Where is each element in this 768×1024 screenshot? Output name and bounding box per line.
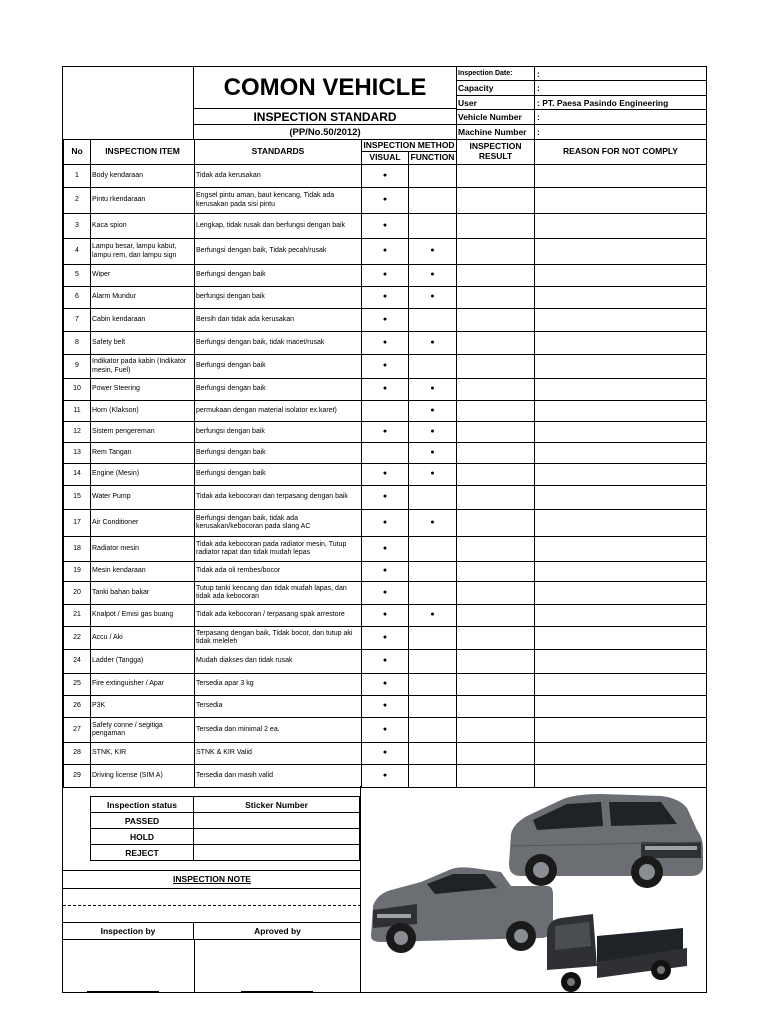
inspection-item: Body kendaraan	[91, 165, 195, 188]
inspection-table	[63, 139, 707, 788]
table-row	[64, 510, 707, 537]
table-row	[64, 265, 707, 287]
row-number: 20	[64, 582, 91, 605]
user-row	[457, 96, 707, 110]
sticker-field-passed[interactable]	[194, 813, 360, 829]
inspection-item: Horn (Klakson)	[91, 401, 195, 422]
inspection-result-cell[interactable]	[457, 443, 535, 464]
table-row	[64, 486, 707, 510]
status-hold[interactable]: HOLD	[91, 829, 194, 845]
function-mark[interactable]	[409, 696, 457, 718]
status-header: Inspection status	[91, 797, 194, 813]
inspection-result-cell[interactable]	[457, 627, 535, 650]
standard: Tidak ada kerusakan	[195, 165, 362, 188]
standard: STNK & KIR Valid	[195, 743, 362, 765]
function-mark[interactable]	[409, 537, 457, 562]
inspection-item: Air Conditioner	[91, 510, 195, 537]
inspection-result-cell[interactable]	[457, 765, 535, 788]
row-number: 12	[64, 422, 91, 443]
row-number: 6	[64, 287, 91, 309]
inspection-item: Indikator pada kabin (Indikator mesin, Fuel)	[91, 355, 195, 379]
visual-mark[interactable]: ●	[362, 165, 409, 188]
function-mark[interactable]	[409, 486, 457, 510]
inspection-result-cell[interactable]	[457, 696, 535, 718]
inspection-item: Engine (Mesin)	[91, 464, 195, 486]
table-row	[64, 627, 707, 650]
visual-mark[interactable]: ●	[362, 265, 409, 287]
reason-cell[interactable]	[535, 443, 707, 464]
visual-mark[interactable]: ●	[362, 287, 409, 309]
reason-cell[interactable]	[535, 605, 707, 627]
inspection-rows	[64, 165, 707, 788]
table-row	[64, 355, 707, 379]
visual-mark[interactable]: ●	[362, 464, 409, 486]
inspection-result-cell[interactable]	[457, 510, 535, 537]
function-mark[interactable]	[409, 309, 457, 332]
standard: Lengkap, tidak rusak dan berfungsi dengan baik	[195, 214, 362, 239]
table-row	[64, 401, 707, 422]
row-number: 25	[64, 674, 91, 696]
row-number: 21	[64, 605, 91, 627]
function-mark[interactable]	[409, 188, 457, 214]
vehicle-number-field[interactable]: :	[537, 112, 540, 122]
sticker-header: Sticker Number	[194, 797, 360, 813]
inspection-result-cell[interactable]	[457, 743, 535, 765]
function-mark[interactable]: ●	[409, 379, 457, 401]
row-number: 4	[64, 239, 91, 265]
inspection-result-cell[interactable]	[457, 650, 535, 674]
vehicle-number-row	[457, 110, 707, 125]
table-row	[64, 743, 707, 765]
inspection-item: Pintu rkendaraan	[91, 188, 195, 214]
inspection-item: Sistem pengereman	[91, 422, 195, 443]
table-row	[64, 214, 707, 239]
standard: Engsel pintu aman, baut kencang, Tidak ada kerusakan pada sisi pintu	[195, 188, 362, 214]
table-row	[64, 562, 707, 582]
table-row	[64, 309, 707, 332]
machine-number-row	[457, 125, 707, 139]
reason-cell[interactable]	[535, 355, 707, 379]
standard: Tidak ada kebocoran dan terpasang dengan baik	[195, 486, 362, 510]
col-reason: REASON FOR NOT COMPLY	[535, 140, 707, 165]
function-mark[interactable]: ●	[409, 605, 457, 627]
function-mark[interactable]	[409, 165, 457, 188]
standard: Berfungsi dengan baik	[195, 379, 362, 401]
inspection-date-row	[457, 67, 707, 81]
reason-cell[interactable]	[535, 287, 707, 309]
machine-number-field[interactable]: :	[537, 127, 540, 137]
inspection-result-cell[interactable]	[457, 214, 535, 239]
reason-cell[interactable]	[535, 650, 707, 674]
table-row	[64, 765, 707, 788]
inspection-item: Fire extinguisher / Apar	[91, 674, 195, 696]
reason-cell[interactable]	[535, 165, 707, 188]
row-number: 15	[64, 486, 91, 510]
function-mark[interactable]	[409, 214, 457, 239]
row-number: 29	[64, 765, 91, 788]
standard: Tidak ada oli rembes/bocor	[195, 562, 362, 582]
reason-cell[interactable]	[535, 765, 707, 788]
table-row	[64, 650, 707, 674]
reason-cell[interactable]	[535, 510, 707, 537]
inspection-result-cell[interactable]	[457, 605, 535, 627]
function-mark[interactable]	[409, 650, 457, 674]
function-mark[interactable]	[409, 582, 457, 605]
machine-number-label: Machine Number	[457, 125, 535, 139]
form-title: COMON VEHICLE	[223, 73, 427, 101]
row-number: 8	[64, 332, 91, 355]
inspection-item: Accu / Aki	[91, 627, 195, 650]
reason-cell[interactable]	[535, 332, 707, 355]
standard: Berfungsi dengan baik, Tidak pecah/rusak	[195, 239, 362, 265]
inspector-signature-line[interactable]	[87, 991, 159, 992]
standard: Tersedia apar 3 kg	[195, 674, 362, 696]
inspection-item: Safety conne / segitiga pengaman	[91, 718, 195, 743]
inspection-date-field[interactable]: :	[537, 68, 540, 79]
inspection-result-cell[interactable]	[457, 674, 535, 696]
row-number: 10	[64, 379, 91, 401]
inspection-item: Power Steering	[91, 379, 195, 401]
inspected-by-label: Inspection by	[63, 922, 194, 939]
standard: permukaan dengan material isolator ex.karet)	[195, 401, 362, 422]
inspection-item: Radiator mesin	[91, 537, 195, 562]
function-mark[interactable]: ●	[409, 443, 457, 464]
inspection-result-cell[interactable]	[457, 165, 535, 188]
capacity-field[interactable]: :	[537, 83, 540, 93]
standard: Berfungsi dengan baik	[195, 464, 362, 486]
function-mark[interactable]	[409, 765, 457, 788]
table-row	[64, 188, 707, 214]
standard: Tersedia	[195, 696, 362, 718]
visual-mark[interactable]: ●	[362, 582, 409, 605]
status-reject[interactable]: REJECT	[91, 845, 194, 861]
row-number: 26	[64, 696, 91, 718]
function-mark[interactable]: ●	[409, 422, 457, 443]
standard: berfungsi dengan baik	[195, 422, 362, 443]
regulation-reference: (PP/No.50/2012)	[194, 124, 456, 139]
row-number: 18	[64, 537, 91, 562]
table-row	[64, 332, 707, 355]
function-mark[interactable]	[409, 718, 457, 743]
reason-cell[interactable]	[535, 401, 707, 422]
reason-cell[interactable]	[535, 537, 707, 562]
pickup-truck-icon	[371, 867, 553, 953]
reason-cell[interactable]	[535, 696, 707, 718]
vehicle-info-block	[456, 67, 706, 139]
inspection-form	[62, 66, 707, 993]
row-number: 13	[64, 443, 91, 464]
visual-mark[interactable]: ●	[362, 743, 409, 765]
reason-cell[interactable]	[535, 188, 707, 214]
visual-mark[interactable]	[362, 401, 409, 422]
reason-cell[interactable]	[535, 422, 707, 443]
col-function: FUNCTION	[409, 152, 457, 165]
inspection-item: Knalpot / Emisi gas buang	[91, 605, 195, 627]
standard: Tidak ada kebocoran / terpasang spak arrestore	[195, 605, 362, 627]
user-field[interactable]: : PT. Paesa Pasindo Engineering	[537, 97, 669, 108]
status-passed[interactable]: PASSED	[91, 813, 194, 829]
inspection-result-cell[interactable]	[457, 188, 535, 214]
row-number: 28	[64, 743, 91, 765]
table-row	[64, 422, 707, 443]
inspection-result-cell[interactable]	[457, 486, 535, 510]
reason-cell[interactable]	[535, 464, 707, 486]
standard: Berfungsi dengan baik	[195, 265, 362, 287]
visual-mark[interactable]: ●	[362, 718, 409, 743]
table-row	[64, 379, 707, 401]
table-row	[64, 464, 707, 486]
visual-mark[interactable]: ●	[362, 765, 409, 788]
visual-mark[interactable]: ●	[362, 605, 409, 627]
function-mark[interactable]: ●	[409, 464, 457, 486]
function-mark[interactable]	[409, 743, 457, 765]
function-mark[interactable]	[409, 355, 457, 379]
inspection-item: Driving license (SIM A)	[91, 765, 195, 788]
reason-cell[interactable]	[535, 486, 707, 510]
inspection-result-cell[interactable]	[457, 422, 535, 443]
inspection-result-cell[interactable]	[457, 464, 535, 486]
col-inspection-method: INSPECTION METHOD	[363, 139, 455, 150]
signature-header	[63, 922, 361, 939]
inspection-item: Rem Tangan	[91, 443, 195, 464]
row-number: 22	[64, 627, 91, 650]
inspection-result-cell[interactable]	[457, 537, 535, 562]
form-footer	[63, 786, 706, 993]
approved-by-label: Aproved by	[254, 925, 301, 936]
table-row	[64, 239, 707, 265]
col-inspection-result: INSPECTION RESULT	[457, 140, 535, 165]
visual-mark[interactable]	[362, 443, 409, 464]
function-mark[interactable]: ●	[409, 287, 457, 309]
table-row	[64, 605, 707, 627]
row-number: 1	[64, 165, 91, 188]
inspection-result-cell[interactable]	[457, 379, 535, 401]
inspection-item: Mesin kendaraan	[91, 562, 195, 582]
standard: Tersedia dan masih valid	[195, 765, 362, 788]
standard: Berfungsi dengan baik	[195, 443, 362, 464]
visual-mark[interactable]: ●	[362, 510, 409, 537]
table-row	[64, 165, 707, 188]
divider	[63, 870, 361, 871]
inspection-item: Wiper	[91, 265, 195, 287]
visual-mark[interactable]: ●	[362, 486, 409, 510]
standard: Mudah diakses dan tidak rusak	[195, 650, 362, 674]
function-mark[interactable]: ●	[409, 239, 457, 265]
reason-cell[interactable]	[535, 265, 707, 287]
standard: Berfungsi dengan baik, tidak ada kerusakan/kebocoran pada slang AC	[195, 510, 362, 537]
visual-mark[interactable]: ●	[362, 422, 409, 443]
note-line[interactable]	[63, 905, 361, 906]
inspection-result-cell[interactable]	[457, 582, 535, 605]
capacity-label: Capacity	[457, 81, 535, 95]
table-row	[64, 718, 707, 743]
visual-mark[interactable]: ●	[362, 696, 409, 718]
inspection-result-cell[interactable]	[457, 401, 535, 422]
inspection-note-title: INSPECTION NOTE	[173, 874, 251, 884]
vehicle-number-label: Vehicle Number	[457, 110, 535, 124]
col-visual: VISUAL	[362, 152, 409, 165]
footer-left	[63, 786, 361, 993]
inspection-date-label: Inspection Date:	[457, 67, 535, 80]
sticker-field-hold[interactable]	[194, 829, 360, 845]
reason-cell[interactable]	[535, 239, 707, 265]
inspection-item: Kaca spion	[91, 214, 195, 239]
inspection-result-cell[interactable]	[457, 332, 535, 355]
visual-mark[interactable]: ●	[362, 674, 409, 696]
inspection-item: Lampu besar, lampu kabut, lampu rem, dan lampu sign	[91, 239, 195, 265]
visual-mark[interactable]: ●	[362, 379, 409, 401]
reason-cell[interactable]	[535, 309, 707, 332]
standard: Tidak ada kebocoran pada radiator mesin, Tutup radiator rapat dan tidak mudah lepas	[195, 537, 362, 562]
inspection-result-cell[interactable]	[457, 239, 535, 265]
status-table	[90, 796, 360, 861]
mpv-car-icon	[509, 794, 703, 888]
function-mark[interactable]	[409, 674, 457, 696]
row-number: 5	[64, 265, 91, 287]
vehicle-illustrations	[361, 786, 706, 993]
inspection-result-cell[interactable]	[457, 287, 535, 309]
visual-mark[interactable]: ●	[362, 627, 409, 650]
inspection-result-cell[interactable]	[457, 265, 535, 287]
col-no: No	[64, 140, 91, 165]
row-number: 3	[64, 214, 91, 239]
row-number: 2	[64, 188, 91, 214]
function-mark[interactable]: ●	[409, 401, 457, 422]
visual-mark[interactable]: ●	[362, 239, 409, 265]
row-number: 19	[64, 562, 91, 582]
row-number: 11	[64, 401, 91, 422]
reason-cell[interactable]	[535, 562, 707, 582]
reason-cell[interactable]	[535, 718, 707, 743]
row-number: 14	[64, 464, 91, 486]
reason-cell[interactable]	[535, 627, 707, 650]
standard: berfungsi dengan baik	[195, 287, 362, 309]
inspection-item: Tanki bahan bakar	[91, 582, 195, 605]
light-truck-icon	[547, 914, 687, 992]
row-number: 27	[64, 718, 91, 743]
function-mark[interactable]	[409, 562, 457, 582]
table-row	[64, 582, 707, 605]
visual-mark[interactable]: ●	[362, 214, 409, 239]
table-row	[64, 443, 707, 464]
reason-cell[interactable]	[535, 743, 707, 765]
reason-cell[interactable]	[535, 674, 707, 696]
divider	[63, 888, 361, 889]
function-mark[interactable]	[409, 627, 457, 650]
inspection-result-cell[interactable]	[457, 718, 535, 743]
inspection-item: STNK, KIR	[91, 743, 195, 765]
signature-divider	[194, 939, 195, 993]
visual-mark[interactable]: ●	[362, 355, 409, 379]
form-subtitle: INSPECTION STANDARD	[194, 108, 456, 124]
inspection-item: Safety belt	[91, 332, 195, 355]
divider	[63, 939, 361, 940]
inspection-result-cell[interactable]	[457, 562, 535, 582]
function-mark[interactable]: ●	[409, 510, 457, 537]
standard: Berfungsi dengan baik	[195, 355, 362, 379]
inspection-item: Alarm Mundur	[91, 287, 195, 309]
inspection-result-cell[interactable]	[457, 309, 535, 332]
visual-mark[interactable]: ●	[362, 650, 409, 674]
visual-mark[interactable]: ●	[362, 562, 409, 582]
inspection-item: Ladder (Tangga)	[91, 650, 195, 674]
user-label: User	[457, 96, 535, 109]
row-number: 24	[64, 650, 91, 674]
sticker-field-reject[interactable]	[194, 845, 360, 861]
form-header	[63, 67, 706, 139]
row-number: 9	[64, 355, 91, 379]
standard: Tutup tanki kencang dan tidak mudah lapas, dan tidak ada kebocoran	[195, 582, 362, 605]
row-number: 17	[64, 510, 91, 537]
standard: Berfungsi dengan baik, tidak macet/rusak	[195, 332, 362, 355]
standard: Terpasang dengan baik, Tidak bocor, dan tutup aki tidak meleleh	[195, 627, 362, 650]
standard: Bersih dan tidak ada kerusakan	[195, 309, 362, 332]
table-row	[64, 537, 707, 562]
table-row	[64, 287, 707, 309]
visual-mark[interactable]: ●	[362, 537, 409, 562]
reason-cell[interactable]	[535, 379, 707, 401]
logo-cell	[63, 67, 194, 139]
col-standards: STANDARDS	[195, 140, 362, 165]
table-row	[64, 696, 707, 718]
standard: Tersedia dan minimal 2 ea.	[195, 718, 362, 743]
approver-signature-line[interactable]	[241, 991, 313, 992]
inspection-item: Water Pump	[91, 486, 195, 510]
inspection-result-cell[interactable]	[457, 355, 535, 379]
capacity-row	[457, 81, 707, 96]
reason-cell[interactable]	[535, 214, 707, 239]
visual-mark[interactable]: ●	[362, 332, 409, 355]
inspection-item: Cabin kendaraan	[91, 309, 195, 332]
visual-mark[interactable]: ●	[362, 188, 409, 214]
inspection-item: P3K	[91, 696, 195, 718]
function-mark[interactable]: ●	[409, 265, 457, 287]
reason-cell[interactable]	[535, 582, 707, 605]
col-inspection-item: INSPECTION ITEM	[91, 140, 195, 165]
function-mark[interactable]: ●	[409, 332, 457, 355]
table-row	[64, 674, 707, 696]
visual-mark[interactable]: ●	[362, 309, 409, 332]
row-number: 7	[64, 309, 91, 332]
